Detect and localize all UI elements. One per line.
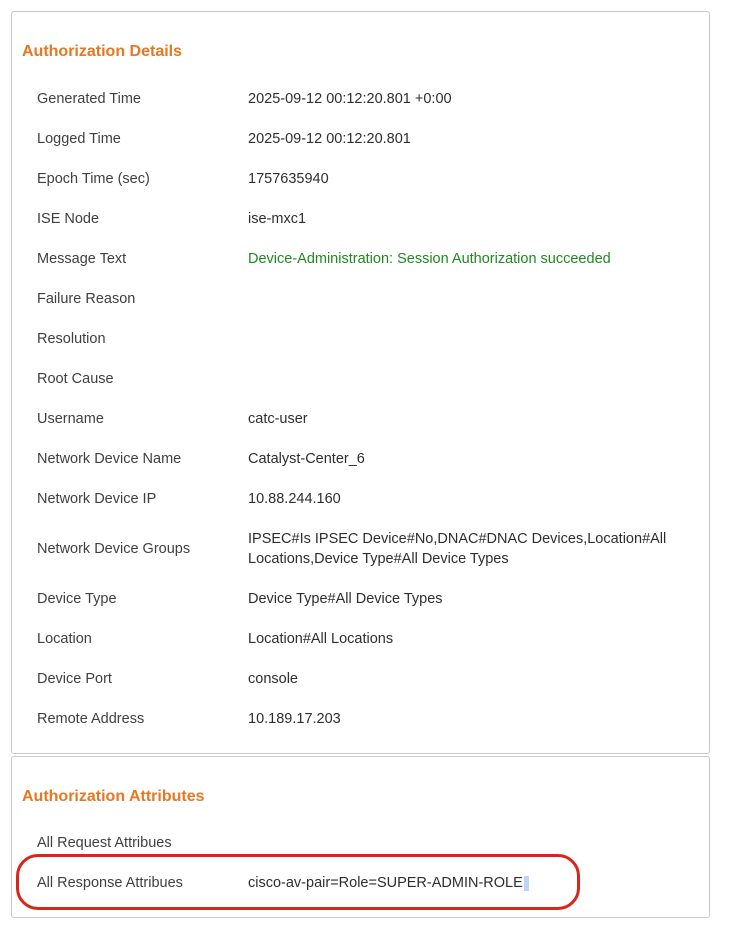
row-ise-node: [12, 199, 709, 239]
failure-reason-value: [248, 279, 691, 319]
authorization-attributes-panel: [11, 756, 710, 918]
row-root-cause: [12, 359, 709, 399]
network-device-ip-value: 10.88.244.160: [248, 491, 341, 507]
network-device-ip-label: Network Device IP: [37, 491, 157, 507]
row-device-port: [12, 659, 709, 699]
row-resolution: [12, 319, 709, 359]
all-response-attributes-value-wrap[interactable]: [248, 863, 691, 903]
failure-reason-label: Failure Reason: [37, 291, 136, 307]
device-type-label: Device Type: [37, 591, 117, 607]
location-label: Location: [37, 631, 92, 647]
ise-node-value: ise-mxc1: [248, 211, 307, 227]
location-value: Location#All Locations: [248, 631, 394, 647]
username-value: catc-user: [248, 411, 308, 427]
network-device-groups-label: Network Device Groups: [37, 541, 191, 557]
authorization-attributes-title: Authorization Attributes: [22, 788, 205, 805]
row-failure-reason: [12, 279, 709, 319]
device-port-value: console: [248, 671, 298, 687]
epoch-time-value: 1757635940: [248, 171, 329, 187]
all-request-attributes-label: All Request Attribues: [37, 835, 172, 851]
device-type-value: Device Type#All Device Types: [248, 591, 443, 607]
row-all-request-attributes: [12, 823, 709, 863]
generated-time-label: Generated Time: [37, 91, 141, 107]
row-location: [12, 619, 709, 659]
row-network-device-groups: [12, 519, 709, 579]
ise-node-label: ISE Node: [37, 211, 100, 227]
row-logged-time: [12, 119, 709, 159]
epoch-time-label: Epoch Time (sec): [37, 171, 150, 187]
row-network-device-name: [12, 439, 709, 479]
username-label: Username: [37, 411, 104, 427]
authorization-details-panel: [11, 11, 710, 754]
message-text-label: Message Text: [37, 251, 127, 267]
all-response-attributes-label: All Response Attribues: [37, 875, 183, 891]
authorization-details-title: Authorization Details: [22, 43, 183, 60]
generated-time-value: 2025-09-12 00:12:20.801 +0:00: [248, 91, 452, 107]
row-remote-address: [12, 699, 709, 739]
all-request-attributes-value: [248, 823, 691, 863]
resolution-value: [248, 319, 691, 359]
logged-time-value: 2025-09-12 00:12:20.801: [248, 131, 411, 147]
root-cause-value: [248, 359, 691, 399]
network-device-groups-value: IPSEC#Is IPSEC Device#No,DNAC#DNAC Devices,Location#All Locations,Device Type#All Device Types: [248, 531, 667, 567]
network-device-name-value: Catalyst-Center_6: [248, 451, 365, 467]
row-generated-time: [12, 79, 709, 119]
row-device-type: [12, 579, 709, 619]
all-response-attributes-value[interactable]: cisco-av-pair=Role=SUPER-ADMIN-ROLE: [248, 875, 523, 891]
row-network-device-ip: [12, 479, 709, 519]
message-text-value: Device-Administration: Session Authorization succeeded: [248, 251, 611, 267]
text-selection-caret: [524, 876, 529, 891]
logged-time-label: Logged Time: [37, 131, 121, 147]
root-cause-label: Root Cause: [37, 371, 114, 387]
remote-address-value: 10.189.17.203: [248, 711, 341, 727]
row-epoch-time: [12, 159, 709, 199]
remote-address-label: Remote Address: [37, 711, 145, 727]
row-message-text: [12, 239, 709, 279]
network-device-name-label: Network Device Name: [37, 451, 182, 467]
device-port-label: Device Port: [37, 671, 112, 687]
row-all-response-attributes: [12, 863, 709, 903]
resolution-label: Resolution: [37, 331, 106, 347]
row-username: [12, 399, 709, 439]
